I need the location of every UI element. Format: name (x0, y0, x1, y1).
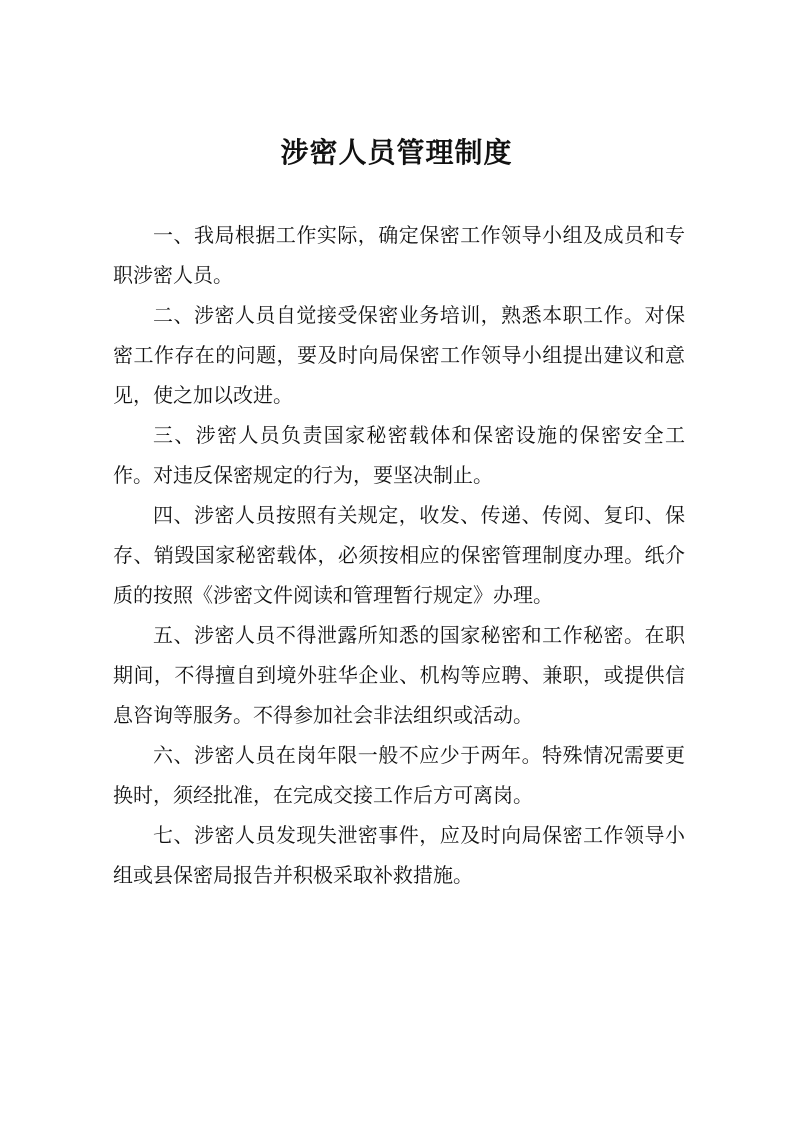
paragraph-1: 一、我局根据工作实际，确定保密工作领导小组及成员和专职涉密人员。 (113, 223, 685, 287)
paragraph-4: 四、涉密人员按照有关规定，收发、传递、传阅、复印、保存、销毁国家秘密载体，必须按相应的保密管理制度办理。纸介质的按照《涉密文件阅读和管理暂行规定》办理。 (113, 503, 685, 607)
paragraph-6: 六、涉密人员在岗年限一般不应少于两年。特殊情况需要更换时，须经批准，在完成交接工作后方可离岗。 (113, 743, 685, 807)
paragraph-5: 五、涉密人员不得泄露所知悉的国家秘密和工作秘密。在职期间，不得擅自到境外驻华企业、机构等应聘、兼职，或提供信息咨询等服务。不得参加社会非法组织或活动。 (113, 623, 685, 727)
document-title: 涉密人员管理制度 (280, 136, 513, 169)
paragraph-2: 二、涉密人员自觉接受保密业务培训，熟悉本职工作。对保密工作存在的问题，要及时向局保密工作领导小组提出建议和意见，使之加以改进。 (113, 303, 685, 407)
document-body (113, 215, 685, 895)
paragraph-3: 三、涉密人员负责国家秘密载体和保密设施的保密安全工作。对违反保密规定的行为，要坚决制止。 (113, 423, 685, 487)
paragraph-7: 七、涉密人员发现失泄密事件，应及时向局保密工作领导小组或县保密局报告并积极采取补救措施。 (113, 823, 685, 887)
